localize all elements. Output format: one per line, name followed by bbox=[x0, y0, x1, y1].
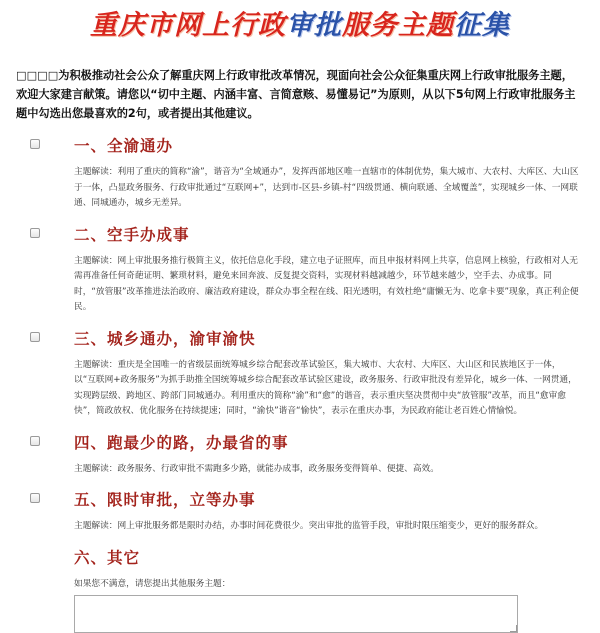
option-1-checkbox[interactable] bbox=[30, 139, 40, 149]
option-4-description: 主题解读：政务服务、行政审批不需跑多少路，就能办成事，政务服务变得简单、便捷、高效。 bbox=[74, 463, 439, 474]
page-title bbox=[0, 6, 600, 46]
option-3 bbox=[30, 328, 580, 420]
option-6-other bbox=[30, 547, 580, 569]
option-4 bbox=[30, 432, 580, 478]
option-3-title: 三、城乡通办，渝审渝快 bbox=[74, 329, 256, 348]
option-4-title: 四、跑最少的路，办最省的事 bbox=[74, 433, 289, 452]
title-part-4: 征集 bbox=[454, 10, 510, 41]
title-part-2: 审批 bbox=[286, 10, 342, 41]
intro-text: □□□□为积极推动社会公众了解重庆网上行政审批改革情况，现面向社会公众征集重庆网上行政审批服务主题，欢迎大家建言献策。请您以“切中主题、内涵丰富、言简意赅、易懂易记”为原则，从以下5句网上行政审批服务主题中勾选出您最喜欢的2句，或者提出其他建议。 bbox=[16, 69, 576, 120]
other-suggestion-textarea[interactable] bbox=[74, 595, 518, 633]
option-5-description: 主题解读：网上审批服务都是限时办结，办事时间花费很少。突出审批的监管手段，审批时限压缩变少，更好的服务群众。 bbox=[74, 521, 544, 531]
title-part-3: 服务主题 bbox=[342, 10, 454, 41]
option-5 bbox=[30, 489, 580, 535]
option-5-title: 五、限时审批，立等办事 bbox=[74, 491, 256, 509]
option-2-checkbox[interactable] bbox=[30, 228, 40, 238]
option-1-title: 一、全渝通办 bbox=[74, 137, 174, 155]
other-suggestion-label: 如果您不满意，请您提出其他服务主题： bbox=[74, 578, 231, 589]
option-6-title: 六、其它 bbox=[74, 548, 141, 567]
option-2-title: 二、空手办成事 bbox=[74, 225, 190, 244]
option-3-description: 主题解读：重庆是全国唯一的省级层面统筹城乡综合配套改革试验区，集大城市、大农村、大库区、大山区和民族地区于一体，以“互联网+政务服务”为抓手助推全国统筹城乡综合配套改革试验区建设，政务服务、行政审批没有差异化，城乡一体、一网贯通，实现跨层级、跨地区、跨部门同城通办。利用重庆的简称“渝”和“愈”的谐音，表示重庆坚决贯彻中央“放管服”改革，而且“愈审愈快”，简政放权、优化服务在持续提速；同时，“渝快”谐音“愉快”，表示在重庆办事，为民政府能让老百姓心情愉悦。 bbox=[74, 359, 577, 416]
option-3-checkbox[interactable] bbox=[30, 332, 40, 342]
option-1-description: 主题解读：利用了重庆的简称“渝”，谐音为“全域通办”，发挥西部地区唯一直辖市的体制优势，集大城市、大农村、大库区、大山区于一体，凸显政务服务、行政审批通过“互联网+”，达到市-区县-乡镇-村“四级贯通、横向联通、全域覆盖”，实现城乡一体、一网联通、同城通办，城乡无差异。 bbox=[74, 167, 579, 208]
other-suggestion-wrapper bbox=[74, 595, 518, 633]
option-1 bbox=[30, 135, 580, 212]
option-5-checkbox[interactable] bbox=[30, 493, 40, 503]
option-2 bbox=[30, 224, 580, 316]
option-2-description: 主题解读：网上审批服务推行极简主义，依托信息化手段，建立电子证照库，而且申报材料网上共享，信息网上核验，行政相对人无需再准备任何奇葩证明、繁琐材料，避免来回奔波、反复提交资料，实现材料越减越少，环节越来越少，空手去、办成事。同时，“放管服”改革推进法治政府、廉洁政府建设，群众办事全程在线、阳光透明，有效杜绝“庸懒无为、吃拿卡要”现象，真正利企便民。 bbox=[74, 255, 579, 312]
option-4-checkbox[interactable] bbox=[30, 436, 40, 446]
title-part-1: 重庆市网上行政 bbox=[90, 10, 286, 41]
